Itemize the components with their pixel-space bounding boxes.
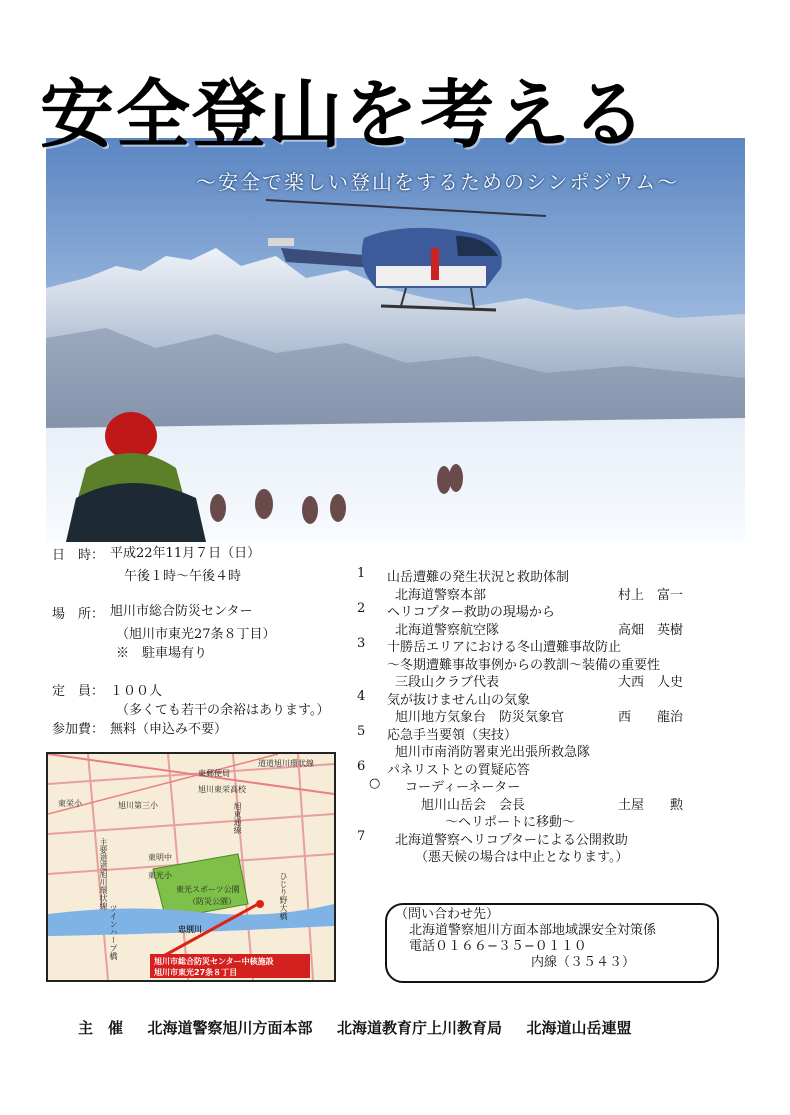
program-row: 旭川山岳会 会長 土屋 勲 xyxy=(421,797,684,813)
place-value: 旭川市総合防災センター xyxy=(110,604,253,619)
program-row: 5 応急手当要領（実技） xyxy=(357,723,518,743)
map-label-river: 忠別川 xyxy=(178,925,202,934)
program-row: 三段山クラブ代表 大西 人史 xyxy=(395,675,684,690)
organizers xyxy=(78,1017,631,1038)
organizer-1: 北海道警察旭川方面本部 xyxy=(147,1019,313,1037)
map-label-park: 東光スポーツ公園 xyxy=(176,885,240,894)
page-subtitle: 〜安全で楽しい登山をするためのシンポジウム〜 xyxy=(196,170,680,194)
contact-dept: 北海道警察旭川方面本部地域課安全対策係 xyxy=(409,923,657,938)
program-row: ○ コーディーネーター xyxy=(369,776,521,795)
program-row: 旭川地方気象台 防災気象官 西 龍治 xyxy=(395,710,684,725)
map-label-ring-road: 道道旭川環状線 xyxy=(258,759,314,768)
fee-label: 参加費： xyxy=(52,722,105,737)
map-label-twin-harp: ツインハープ橋 xyxy=(109,904,118,960)
program-row: 〜冬期遭難事故事例からの教訓〜装備の重要性 xyxy=(387,657,661,673)
program-row: 旭川市南消防署東光出張所救急隊 xyxy=(395,745,591,760)
program-row: 3 十勝岳エリアにおける冬山遭難事故防止 xyxy=(357,636,622,655)
organizer-2: 北海道教育庁上川教育局 xyxy=(336,1019,502,1037)
map-label-daisan: 旭川第三小 xyxy=(118,801,158,810)
parking-note: ※ 駐車場有り xyxy=(116,646,208,661)
capacity-note: （多くても若干の余裕はあります。） xyxy=(116,703,330,718)
place-label: 場 所： xyxy=(52,607,105,622)
place-address: （旭川市東光27条８丁目） xyxy=(116,627,276,642)
contact-phone: 電話０１６６−３５−０１１０ xyxy=(409,939,587,954)
program-list xyxy=(355,566,745,864)
program-row: 7 北海道警察ヘリコプターによる公開救助 xyxy=(357,828,628,848)
map-label-toko: 東光小 xyxy=(148,871,172,880)
capacity-label: 定 員： xyxy=(52,684,105,699)
program-row: （悪天候の場合は中止となります。） xyxy=(415,850,629,865)
program-row: 北海道警察航空隊 高畑 英樹 xyxy=(395,622,684,638)
contact-extension: 内線（３５４３） xyxy=(531,955,636,970)
map-label-center-address: 旭川市東光27条８丁目 xyxy=(154,968,238,977)
map-label-main-road: 主要道道旭川環状線 xyxy=(99,838,108,910)
map-label-post-office: 東郵便局 xyxy=(198,769,230,778)
program-row: 1 山岳遭難の発生状況と救助体制 xyxy=(357,566,570,585)
contact-heading: （問い合わせ先） xyxy=(395,907,500,922)
program-row: 4 気が抜けません山の気象 xyxy=(357,688,531,708)
time-value: 午後１時〜午後４時 xyxy=(124,569,242,584)
fee-value: 無料（申込み不要） xyxy=(110,722,228,737)
map-label-kyokuto-road: 旭東通線 xyxy=(233,802,242,834)
program-row: 北海道警察本部 村上 富一 xyxy=(395,587,684,603)
program-row: 6 パネリストとの質疑応答 xyxy=(357,758,530,778)
date-label: 日 時： xyxy=(52,548,105,563)
date-value: 平成22年11月７日（日） xyxy=(110,546,261,561)
capacity-value: １００人 xyxy=(110,684,163,699)
page-title: 安全登山を考える xyxy=(40,72,648,158)
organizer-3: 北海道山岳連盟 xyxy=(526,1019,632,1037)
program-row: 2 ヘリコプター救助の現場から xyxy=(357,601,555,620)
program-row: 〜ヘリポートに移動〜 xyxy=(445,815,576,830)
map-label-park-sub: （防災公園） xyxy=(188,897,236,906)
contact-box xyxy=(385,903,719,983)
map-label-higashiakira: 東明中 xyxy=(148,853,172,862)
map-label-school: 旭川東栄高校 xyxy=(198,785,246,794)
map-label-higashiei-elem: 東栄小 xyxy=(58,799,82,808)
hero-photo xyxy=(46,138,745,542)
organizer-label: 主 催 xyxy=(78,1019,124,1037)
location-map xyxy=(46,752,336,982)
map-label-hijiri-bridge: ひじり野大橋 xyxy=(279,872,288,920)
map-label-center: 旭川市総合防災センター中核施設 xyxy=(154,957,274,966)
